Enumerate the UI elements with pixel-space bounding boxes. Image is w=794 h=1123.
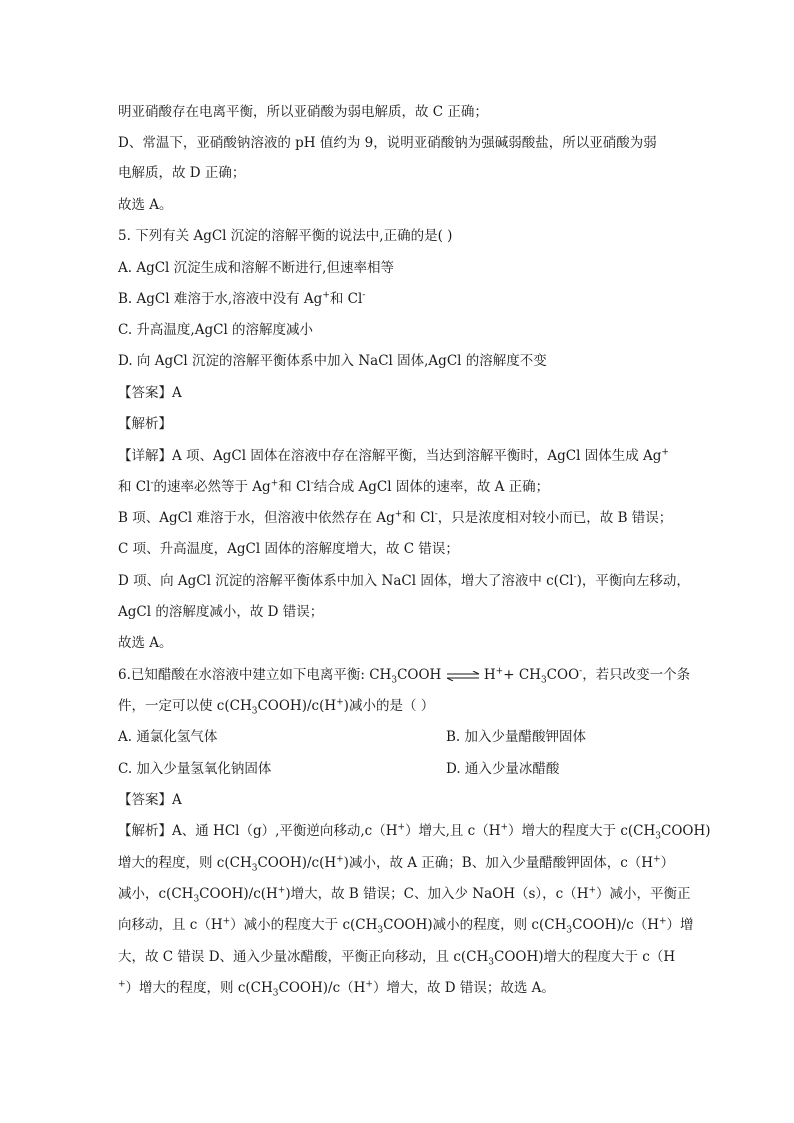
explanation-line: 向移动，且 c（H+）减小的程度大于 $c(CH_3COOH)$减小的程度，则 $c(CH_3COOH)/c(H^+)$增 (118, 916, 694, 936)
detail-line: 和 Cl-的速率必然等于 Ag+和 Cl-结合成 AgCl 固体的速率，故 A 正确； (118, 478, 550, 495)
question-6-cont: 件，一定可以使 $c(CH_3COOH)/c(H^+)$减小的是（ ） (118, 697, 435, 717)
detail-line: C 项、升高温度，AgCl 固体的溶解度增大，故 C 错误； (118, 541, 459, 557)
answer-5: 【答案】A (118, 385, 182, 401)
detail-line: AgCl 的溶解度减小，故 D 错误； (118, 604, 324, 620)
option-6d: D. 通入少量冰醋酸 (446, 761, 560, 777)
question-6: 6.已知醋酸在水溶液中建立如下电离平衡: $CH_3COOH$ $H^++ CH_3COO^-$，若只改变一个条 (118, 666, 691, 686)
option-5c: C. 升高温度,AgCl 的溶解度减小 (118, 322, 314, 338)
explanation-line: 大，故 C 错误 D、通入少量冰醋酸，平衡正向移动，且 $c(CH_3COOH)$增大的程度大于 c（H (118, 949, 676, 968)
option-5d: D. 向 AgCl 沉淀的溶解平衡体系中加入 NaCl 固体,AgCl 的溶解度不变 (118, 353, 547, 369)
question-5: 5. 下列有关 AgCl 沉淀的溶解平衡的说法中,正确的是( ) (118, 228, 453, 244)
option-5a: A. AgCl 沉淀生成和溶解不断进行,但速率相等 (118, 260, 394, 276)
explanation-line: +）增大的程度，则 $c(CH_3COOH)/c(H^+)$增大，故 D 错误；故选 A。 (118, 979, 555, 999)
explanation-line: 减小，$c(CH_3COOH)/c(H^+)$增大，故 B 错误；C、加入少 NaOH（s），c（H+）减小，平衡正 (118, 885, 691, 905)
options-6-row1 (118, 727, 678, 747)
analysis-5-heading: 【解析】 (118, 416, 172, 432)
text-line: 故选 A。 (118, 197, 173, 213)
detail-line: 【详解】A 项、AgCl 固体在溶液中存在溶解平衡，当达到溶解平衡时，AgCl 固体生成 Ag+ (118, 447, 669, 464)
answer-6: 【答案】A (118, 792, 182, 808)
options-6-row2 (118, 759, 678, 779)
option-5b: B. AgCl 难溶于水,溶液中没有 Ag+和 Cl- (118, 290, 366, 307)
detail-line: 故选 A。 (118, 635, 173, 651)
text-line: D、常温下，亚硝酸钠溶液的 pH 值约为 9，说明亚硝酸钠为强碱弱酸盐，所以亚硝酸为弱 (118, 135, 657, 151)
option-6a: A. 通氯化氢气体 (118, 729, 218, 745)
text-line: 电解质，故 D 正确； (118, 165, 246, 181)
detail-line: B 项、AgCl 难溶于水，但溶液中依然存在 Ag+和 Cl-，只是浓度相对较小而已，故 B 错误； (118, 509, 673, 526)
text-line: 明亚硝酸存在电离平衡，所以亚硝酸为弱电解质，故 C 正确； (118, 104, 488, 120)
explanation-line: 【解析】A、通 HCl（g）,平衡逆向移动,c（H+）增大,且 c（H+）增大的程度大于 $c(CH_3COOH)$ (118, 822, 711, 842)
explanation-line: 增大的程度，则 $c(CH_3COOH)/c(H^+)$减小，故 A 正确；B、加入少量醋酸钾固体，c（H+） (118, 854, 675, 874)
option-6c: C. 加入少量氢氧化钠固体 (118, 761, 272, 777)
equilibrium-arrow-icon (446, 671, 480, 681)
detail-line: D 项、向 AgCl 沉淀的溶解平衡体系中加入 NaCl 固体，增大了溶液中 c(Cl-)，平衡向左移动， (118, 572, 690, 589)
option-6b: B. 加入少量醋酸钾固体 (446, 729, 587, 745)
